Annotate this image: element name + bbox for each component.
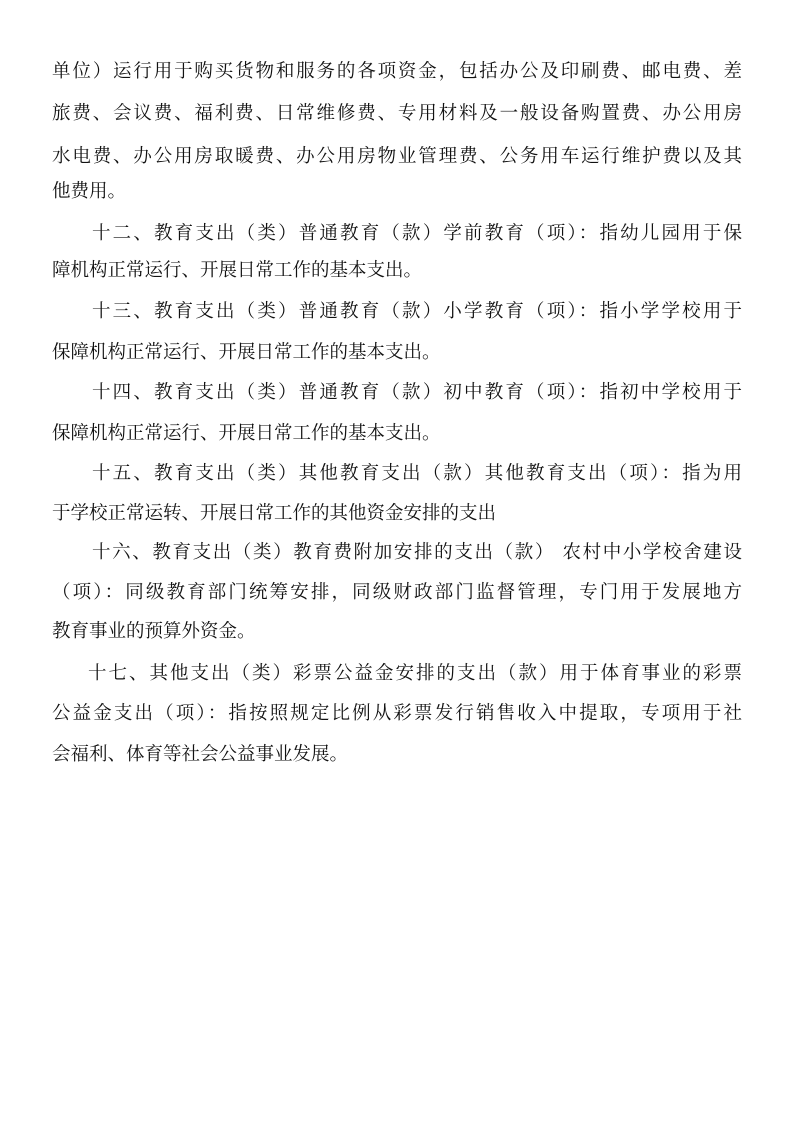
paragraph-heading-line: 十二、教育支出（类）普通教育（款）学前教育（项）：指幼儿园用于保: [92, 223, 742, 244]
text-line: 旅费、会议费、福利费、日常维修费、专用材料及一般设备购置费、办公用房: [52, 103, 742, 124]
text-line: 障机构正常运行、开展日常工作的基本支出。: [52, 260, 423, 281]
paragraph-heading-line: 十四、教育支出（类）普通教育（款）初中教育（项）：指初中学校用于: [92, 382, 742, 403]
paragraph-heading-line: 十七、其他支出（类）彩票公益金安排的支出（款）用于体育事业的彩票: [88, 663, 742, 684]
text-line: 公益金支出（项）：指按照规定比例从彩票发行销售收入中提取，专项用于社: [52, 703, 742, 724]
text-line: 教育事业的预算外资金。: [52, 621, 256, 642]
text-line: 他费用。: [52, 181, 127, 202]
text-line: 保障机构正常运行、开展日常工作的基本支出。: [52, 423, 441, 444]
text-line: 会福利、体育等社会公益事业发展。: [52, 744, 349, 765]
paragraph-heading-line: 十五、教育支出（类）其他教育支出（款）其他教育支出（项）：指为用: [92, 463, 742, 484]
text-line: 水电费、办公用房取暖费、办公用房物业管理费、公务用车运行维护费以及其: [52, 146, 742, 167]
text-line: 保障机构正常运行、开展日常工作的基本支出。: [52, 342, 441, 363]
paragraph-heading-line: 十六、教育支出（类）教育费附加安排的支出（款） 农村中小学校舍建设: [92, 542, 742, 563]
text-line: （项）：同级教育部门统筹安排，同级财政部门监督管理，专门用于发展地方: [52, 582, 742, 603]
paragraph-heading-line: 十三、教育支出（类）普通教育（款）小学教育（项）：指小学学校用于: [92, 301, 742, 322]
text-line: 单位）运行用于购买货物和服务的各项资金，包括办公及印刷费、邮电费、差: [52, 61, 742, 82]
text-line: 于学校正常运转、开展日常工作的其他资金安排的支出: [52, 503, 497, 524]
